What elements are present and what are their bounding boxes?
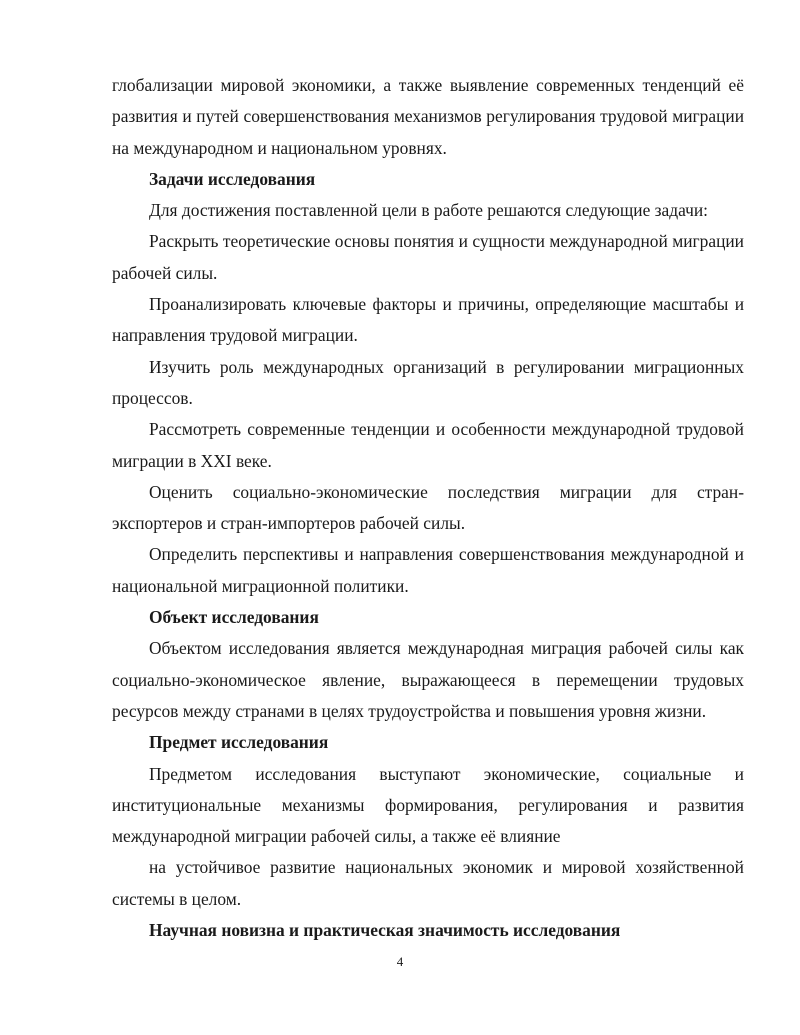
paragraph-task-6: Определить перспективы и направления совершенствования международной и национальной миграционной политики. [112,544,744,596]
paragraph-subject-continued: на устойчивое развитие национальных экономик и мировой хозяйственной системы в целом. [112,857,744,909]
heading-subject: Предмет исследования [149,732,329,753]
paragraph-task-4: Рассмотреть современные тенденции и особенности международной трудовой миграции в XXI веке. [112,419,744,471]
heading-object: Объект исследования [149,607,319,628]
paragraph-tasks-intro: Для достижения поставленной цели в работе решаются следующие задачи: [149,200,708,221]
heading-tasks: Задачи исследования [149,168,316,189]
heading-novelty: Научная новизна и практическая значимость исследования [149,920,621,941]
paragraph-task-5: Оценить социально-экономические последствия миграции для стран-экспортеров и стран-импортеров рабочей силы. [112,481,744,534]
page-body [112,70,744,946]
paragraph-task-2: Проанализировать ключевые факторы и причины, определяющие масштабы и направления трудовой миграции. [112,294,744,346]
paragraph-task-1: Раскрыть теоретические основы понятия и сущности международной миграции рабочей силы. [112,231,744,283]
page-number: 4 [396,954,404,969]
paragraph-subject: Предметом исследования выступают экономические, социальные и институциональные механизмы формирования, регулирования и развития международной миграции рабочей силы, а также её влияние [112,763,744,847]
continuation-paragraph: глобализации мировой экономики, а также выявление современных тенденций её развития и путей совершенствования механизмов регулирования трудовой миграции на международном и национальном уровнях. [112,75,744,158]
paragraph-object: Объектом исследования является международная миграция рабочей силы как социально-экономическое явление, выражающееся в перемещении трудовых ресурсов между странами в целях трудоустройства и повышения уровня жизни. [112,638,744,721]
paragraph-task-3: Изучить роль международных организаций в регулировании миграционных процессов. [112,356,744,408]
